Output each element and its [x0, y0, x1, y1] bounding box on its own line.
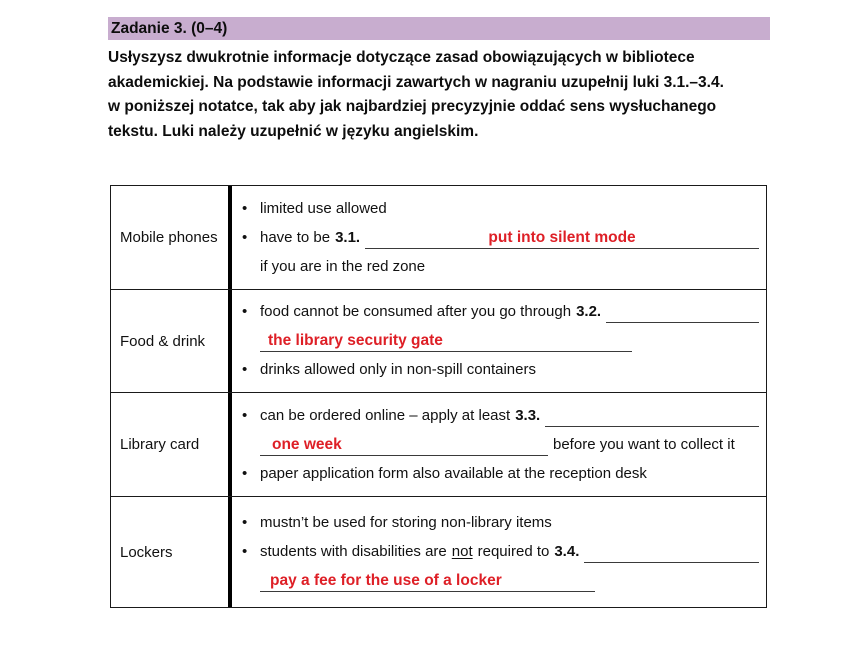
note-line: [242, 541, 759, 563]
answer-gap-3-3-line1[interactable]: [545, 405, 759, 427]
instructions-line: tekstu. Luki należy uzupełnić w języku angielskim.: [108, 122, 479, 140]
answer-gap-3-4-line1[interactable]: [584, 541, 759, 563]
note-text: if you are in the red zone: [260, 257, 426, 275]
row-content: [232, 497, 766, 607]
note-text: drinks allowed only in non-spill containers: [260, 361, 536, 378]
note-text: have to be: [260, 228, 331, 246]
bullet-icon: •: [242, 464, 248, 482]
instructions-line: w poniższej notatce, tak aby jak najbardziej precyzyjnie oddać sens wysłuchanego: [108, 98, 717, 115]
bullet-icon: •: [242, 361, 248, 378]
answer-text-3-4: pay a fee for the use of a locker: [270, 572, 502, 589]
table-row-food-drink: [111, 290, 766, 393]
bullet-icon: •: [242, 514, 248, 531]
row-label: Lockers: [111, 497, 232, 607]
answer-gap-3-3[interactable]: [260, 434, 548, 456]
row-content: [232, 290, 766, 392]
note-line: [242, 434, 759, 456]
note-text: paper application form also available at the reception desk: [260, 464, 647, 482]
task-header-bar: [108, 17, 770, 40]
note-text: limited use allowed: [260, 199, 387, 217]
note-text: required to: [477, 543, 550, 560]
instructions-line: akademickiej. Na podstawie informacji zawartych w nagraniu uzupełnij luki 3.1.–3.4.: [108, 73, 724, 91]
note-text: food cannot be consumed after you go through: [260, 303, 572, 320]
note-line: [242, 301, 759, 323]
gap-number: 3.4.: [554, 543, 580, 560]
bullet-icon: •: [242, 228, 248, 246]
instructions-line: Usłyszysz dwukrotnie informacje dotyczące zasad obowiązujących w bibliotece: [108, 49, 695, 66]
gap-number: 3.2.: [576, 303, 602, 320]
answer-text-3-2: the library security gate: [268, 332, 443, 349]
note-text-underlined: not: [451, 543, 473, 560]
row-label: Mobile phones: [111, 186, 232, 289]
answer-gap-3-4[interactable]: [260, 570, 595, 592]
answer-gap-3-2[interactable]: [260, 330, 632, 352]
answer-text-3-3: one week: [272, 435, 342, 453]
row-content: [232, 393, 766, 496]
table-row-library-card: [111, 393, 766, 497]
task-instructions: [108, 46, 773, 144]
note-line: [242, 570, 759, 592]
bullet-icon: •: [242, 406, 248, 424]
note-line: [242, 405, 759, 427]
note-line: [242, 512, 759, 534]
note-line: [242, 463, 759, 485]
bullet-icon: •: [242, 543, 248, 560]
note-line: [242, 359, 759, 381]
note-line: [242, 330, 759, 352]
notes-table: [110, 185, 767, 608]
table-row-mobile-phones: [111, 186, 766, 290]
note-line: [242, 256, 759, 278]
answer-text-3-1: put into silent mode: [488, 228, 636, 246]
note-text: before you want to collect it: [553, 435, 735, 453]
gap-number: 3.3.: [515, 406, 541, 424]
task-title: Zadanie 3. (0–4): [111, 19, 228, 37]
note-text: can be ordered online – apply at least: [260, 406, 511, 424]
bullet-icon: •: [242, 199, 248, 217]
note-line: [242, 227, 759, 249]
row-label: Library card: [111, 393, 232, 496]
gap-number: 3.1.: [335, 228, 361, 246]
note-text: mustn’t be used for storing non-library items: [260, 514, 552, 531]
note-text: students with disabilities are: [260, 543, 447, 560]
answer-gap-3-1[interactable]: [365, 227, 759, 249]
note-line: [242, 198, 759, 220]
answer-gap-3-2-line1[interactable]: [606, 301, 759, 323]
table-row-lockers: [111, 497, 766, 607]
bullet-icon: •: [242, 303, 248, 320]
row-content: [232, 186, 766, 289]
row-label: Food & drink: [111, 290, 232, 392]
